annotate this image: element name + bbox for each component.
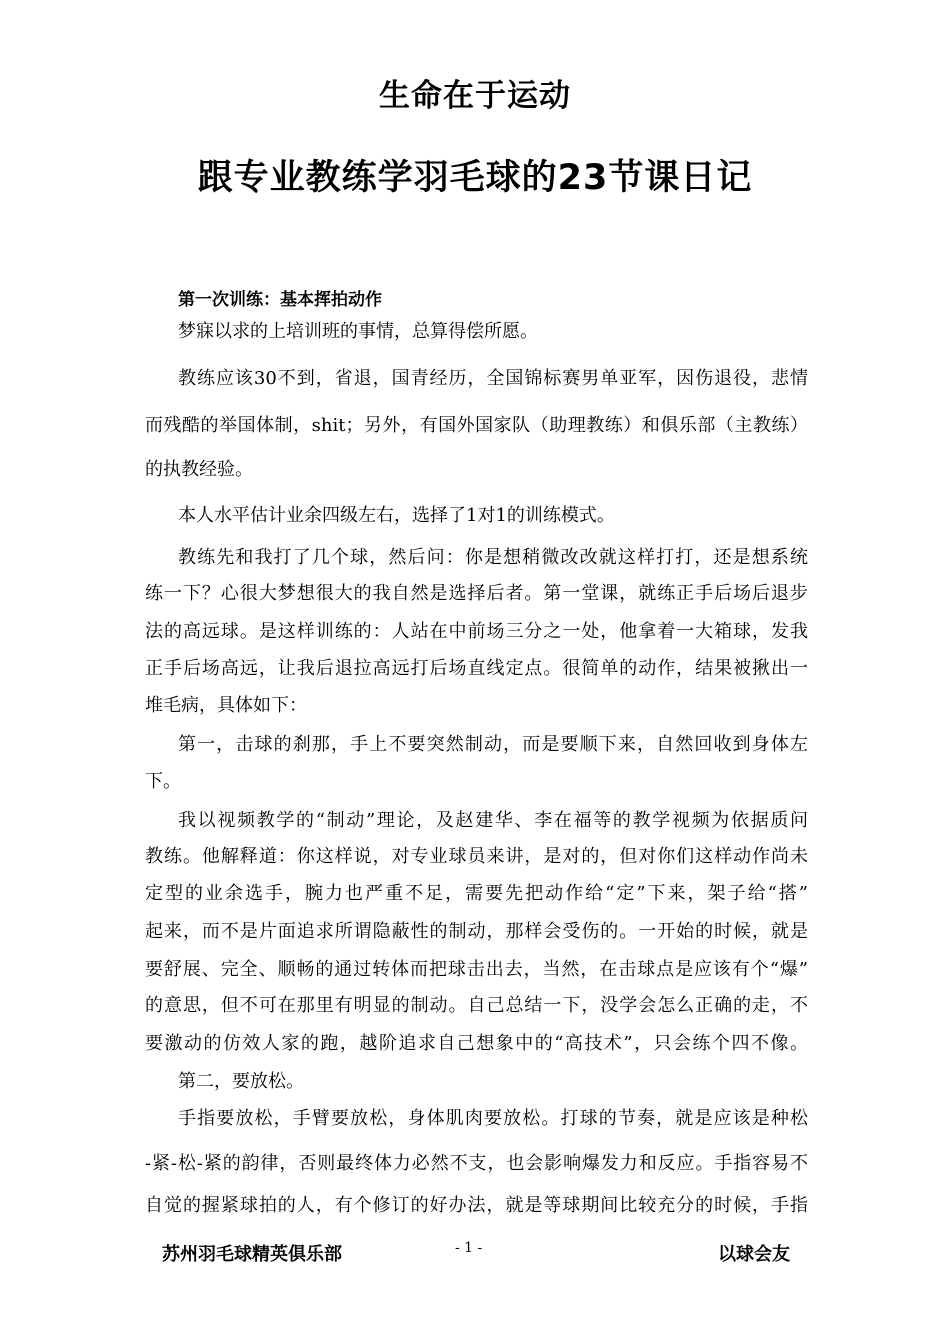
paragraph-line: 要激动的仿效人家的跑，越阶追求自己想象中的“高技术”，只会练个四不像。 <box>145 1033 808 1054</box>
paragraph-line: 自觉的握紧球拍的人，有个修订的好办法，就是等球期间比较充分的时候，手指 <box>145 1195 808 1216</box>
paragraph-line: 手指要放松，手臂要放松，身体肌肉要放松。打球的节奏，就是应该是种松 <box>178 1108 808 1129</box>
paragraph-line: 正手后场高远，让我后退拉高远打后场直线定点。很简单的动作，结果被揪出一 <box>145 658 808 679</box>
paragraph-line: 第二，要放松。 <box>178 1071 304 1092</box>
paragraph-line: 定型的业余选手，腕力也严重不足，需要先把动作给“定”下来，架子给“搭” <box>145 883 808 904</box>
paragraph-line: 要舒展、完全、顺畅的通过转体而把球击出去，当然，在击球点是应该有个“爆” <box>145 959 808 980</box>
paragraph-line: 堆毛病，具体如下： <box>145 695 307 716</box>
paragraph-line: 第一，击球的刹那，手上不要突然制动，而是要顺下来，自然回收到身体左 <box>178 734 808 755</box>
document-subtitle: 跟专业教练学羽毛球的23节课日记 <box>197 158 753 198</box>
paragraph-line: 我以视频教学的“制动”理论，及赵建华、李在福等的教学视频为依据质问 <box>178 810 808 831</box>
section-heading: 第一次训练：基本挥拍动作 <box>178 290 382 310</box>
paragraph-line: 教练应该30不到，省退，国青经历，全国锦标赛男单亚军，因伤退役，悲情 <box>178 368 808 389</box>
footer-page-number: - 1 - <box>455 1240 483 1256</box>
paragraph-line: 起来，而不是片面追求所谓隐蔽性的制动，那样会受伤的。一开始的时候，就是 <box>145 921 808 942</box>
paragraph-line: 本人水平估计业余四级左右，选择了1对1的训练模式。 <box>178 505 615 526</box>
paragraph-line: -紧-松-紧的韵律，否则最终体力必然不支，也会影响爆发力和反应。手指容易不 <box>145 1153 808 1174</box>
paragraph-line: 而残酷的举国体制，shit；另外，有国外国家队（助理教练）和俱乐部（主教练） <box>145 415 808 436</box>
paragraph-line: 梦寐以求的上培训班的事情，总算得偿所愿。 <box>178 321 538 342</box>
paragraph-line: 教练。他解释道：你这样说，对专业球员来讲，是对的，但对你们这样动作尚未 <box>145 846 808 867</box>
paragraph-line: 练一下？心很大梦想很大的我自然是选择后者。第一堂课，就练正手后场后退步 <box>145 583 808 604</box>
paragraph-line: 法的高远球。是这样训练的：人站在中前场三分之一处，他拿着一大箱球，发我 <box>145 621 808 642</box>
footer-club-name: 苏州羽毛球精英俱乐部 <box>162 1244 342 1265</box>
footer-motto: 以球会友 <box>718 1244 790 1265</box>
paragraph-line: 下。 <box>145 771 181 792</box>
document-title: 生命在于运动 <box>379 78 571 114</box>
paragraph-line: 的执教经验。 <box>145 459 253 480</box>
paragraph-line: 教练先和我打了几个球，然后问：你是想稍微改改就这样打打，还是想系统 <box>178 547 808 568</box>
paragraph-line: 的意思，但不可在那里有明显的制动。自己总结一下，没学会怎么正确的走，不 <box>145 995 808 1016</box>
